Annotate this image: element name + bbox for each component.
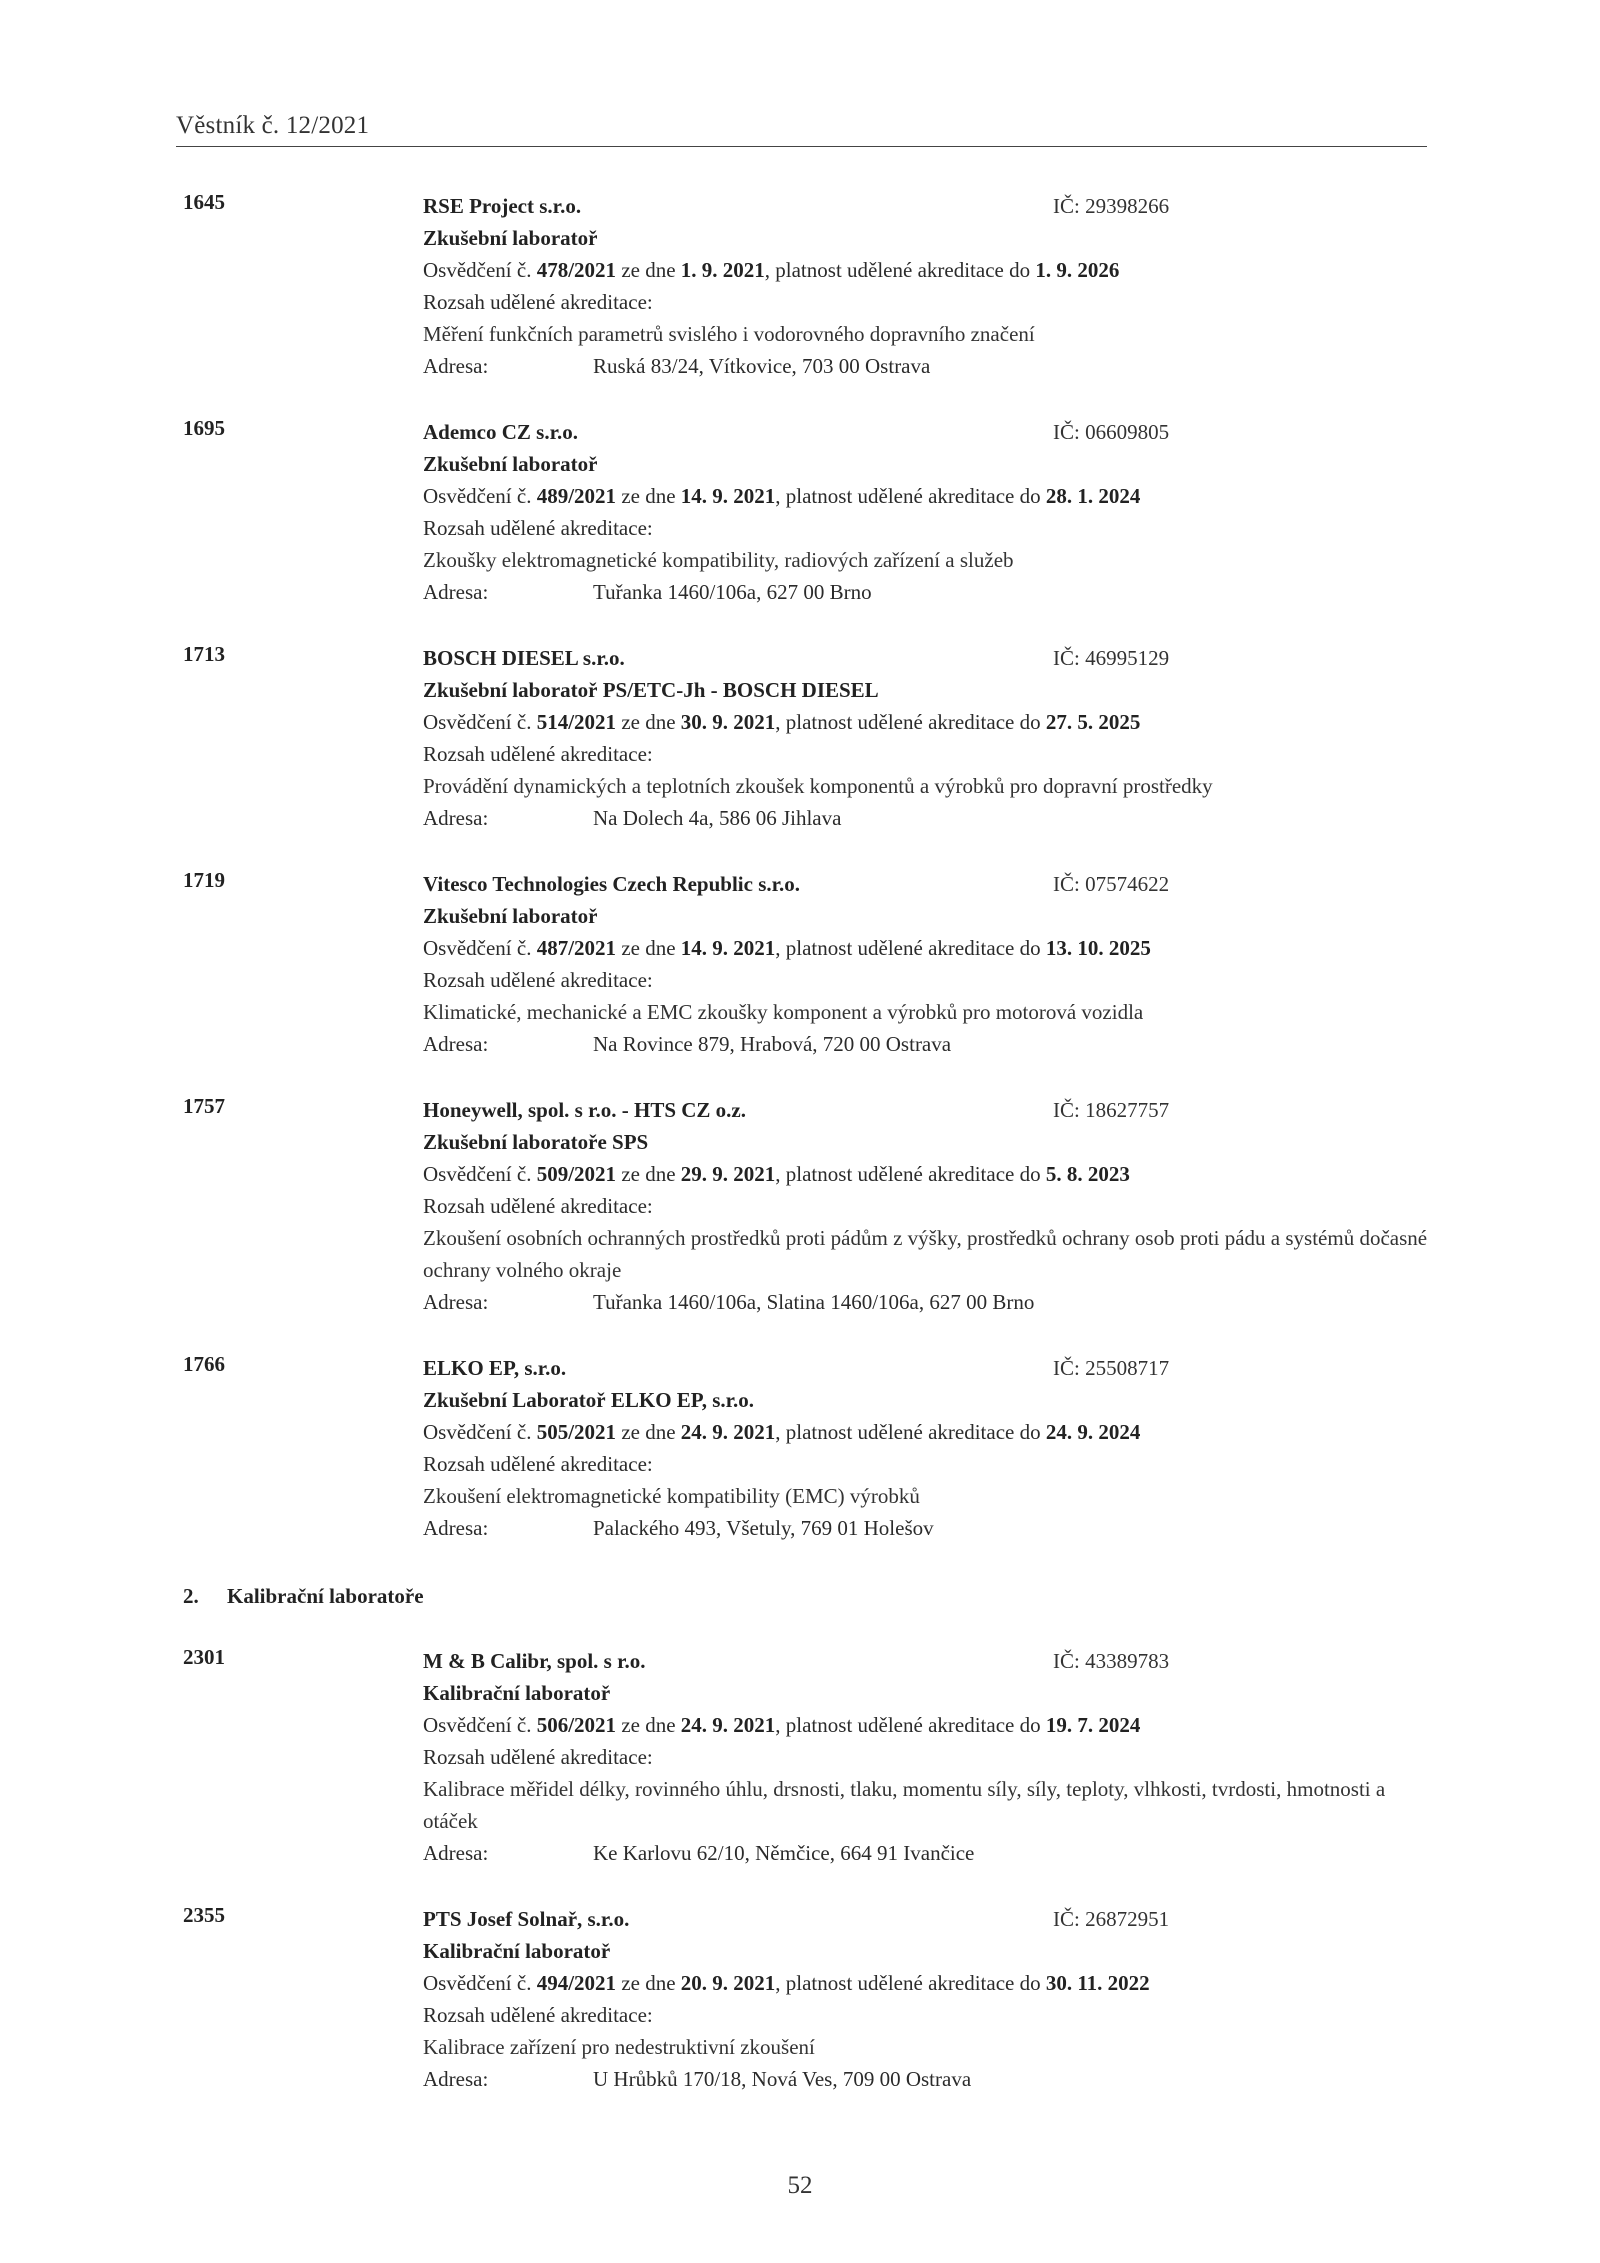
laboratory-name: Zkušební laboratoř [423,226,598,250]
company-id: IČ: 46995129 [1053,646,1170,670]
cert-valid-prefix: , platnost udělené akreditace do [775,1420,1046,1444]
company-id: IČ: 29398266 [1053,194,1170,218]
scope-label: Rozsah udělené akreditace: [423,1194,653,1218]
accreditation-entry [183,416,1433,608]
scope-text: Kalibrace měřidel délky, rovinného úhlu, drsnosti, tlaku, momentu síly, síly, teploty, vlhkosti, tvrdosti, hmotnosti a otáček [423,1777,1386,1833]
section-heading [183,1584,1433,1609]
organization-name: PTS Josef Solnař, s.r.o. [423,1907,630,1931]
entry-body [423,416,1433,608]
accreditation-valid-to: 5. 8. 2023 [1045,1162,1130,1186]
address-row [423,1286,1433,1318]
company-id: IČ: 06609805 [1053,420,1170,444]
testing-laboratories-list [183,190,1433,1544]
scope-text: Zkoušení osobních ochranných prostředků proti pádům z výšky, prostředků ochrany osob proti pádu a systémů dočasné ochrany volného okraje [423,1226,1428,1282]
laboratory-name: Zkušební Laboratoř ELKO EP, s.r.o. [423,1388,755,1412]
address-row [423,1028,1433,1060]
address-label: Adresa: [423,1032,489,1056]
certificate-date: 29. 9. 2021 [680,1162,776,1186]
cert-date-prefix: ze dne [616,936,681,960]
accreditation-valid-to: 27. 5. 2025 [1045,710,1141,734]
address-row [423,802,1433,834]
scope-text: Měření funkčních parametrů svislého i vodorovného dopravního značení [423,322,1035,346]
certificate-number: 489/2021 [536,484,617,508]
certificate-date: 20. 9. 2021 [680,1971,776,1995]
accreditation-entry [183,190,1433,382]
scope-text: Kalibrace zařízení pro nedestruktivní zkoušení [423,2035,815,2059]
entry-header-row [423,1094,1433,1126]
certificate-date: 14. 9. 2021 [680,484,776,508]
entry-body [423,1352,1433,1544]
cert-date-prefix: ze dne [616,710,681,734]
laboratory-name: Zkušební laboratoře SPS [423,1130,649,1154]
certificate-date: 1. 9. 2021 [680,258,765,282]
laboratory-name: Kalibrační laboratoř [423,1681,611,1705]
entry-header-row [423,416,1433,448]
entry-header-row [423,1352,1433,1384]
entry-number: 2355 [183,1903,225,1927]
cert-date-prefix: ze dne [616,484,681,508]
cert-date-prefix: ze dne [616,1713,681,1737]
entry-header-row [423,642,1433,674]
entry-body [423,1094,1433,1318]
cert-prefix: Osvědčení č. [423,936,537,960]
certificate-line [423,1709,1433,1741]
address-value: Na Dolech 4a, 586 06 Jihlava [593,806,842,830]
company-id: IČ: 07574622 [1053,872,1170,896]
address-label: Adresa: [423,806,489,830]
address-label: Adresa: [423,354,489,378]
scope-label: Rozsah udělené akreditace: [423,516,653,540]
scope-label: Rozsah udělené akreditace: [423,290,653,314]
scope-text: Zkoušení elektromagnetické kompatibility (EMC) výrobků [423,1484,920,1508]
scope-label: Rozsah udělené akreditace: [423,2003,653,2027]
accreditation-valid-to: 13. 10. 2025 [1045,936,1151,960]
page-number: 52 [787,2172,813,2199]
accreditation-valid-to: 19. 7. 2024 [1045,1713,1141,1737]
organization-name: Ademco CZ s.r.o. [423,420,578,444]
entry-number: 1766 [183,1352,225,1376]
address-row [423,1512,1433,1544]
laboratory-name: Zkušební laboratoř PS/ETC-Jh - BOSCH DIESEL [423,678,879,702]
organization-name: M & B Calibr, spol. s r.o. [423,1649,646,1673]
address-value: Ruská 83/24, Vítkovice, 703 00 Ostrava [593,354,931,378]
certificate-date: 24. 9. 2021 [680,1713,776,1737]
certificate-line [423,480,1433,512]
laboratory-name: Zkušební laboratoř [423,904,598,928]
address-value: U Hrůbků 170/18, Nová Ves, 709 00 Ostrava [593,2067,972,2091]
certificate-date: 30. 9. 2021 [680,710,776,734]
organization-name: Honeywell, spol. s r.o. - HTS CZ o.z. [423,1098,746,1122]
cert-prefix: Osvědčení č. [423,1420,537,1444]
accreditation-entry [183,1645,1433,1869]
entry-header-row [423,1903,1433,1935]
accreditation-valid-to: 28. 1. 2024 [1045,484,1141,508]
laboratory-name: Kalibrační laboratoř [423,1939,611,1963]
page-content [183,190,1433,2129]
certificate-date: 24. 9. 2021 [680,1420,776,1444]
cert-valid-prefix: , platnost udělené akreditace do [775,484,1046,508]
certificate-line [423,254,1433,286]
certificate-line [423,1158,1433,1190]
scope-label: Rozsah udělené akreditace: [423,1452,653,1476]
address-row [423,1837,1433,1869]
cert-valid-prefix: , platnost udělené akreditace do [775,710,1046,734]
entry-body [423,1903,1433,2095]
organization-name: RSE Project s.r.o. [423,194,582,218]
certificate-date: 14. 9. 2021 [680,936,776,960]
cert-date-prefix: ze dne [616,1162,681,1186]
cert-prefix: Osvědčení č. [423,1713,537,1737]
accreditation-entry [183,868,1433,1060]
accreditation-valid-to: 24. 9. 2024 [1045,1420,1141,1444]
entry-number: 2301 [183,1645,225,1669]
entry-number: 1719 [183,868,225,892]
section-title: Kalibrační laboratoře [227,1584,424,1608]
accreditation-valid-to: 1. 9. 2026 [1035,258,1120,282]
laboratory-name: Zkušební laboratoř [423,452,598,476]
certificate-line [423,1416,1433,1448]
company-id: IČ: 25508717 [1053,1356,1170,1380]
scope-label: Rozsah udělené akreditace: [423,1745,653,1769]
scope-label: Rozsah udělené akreditace: [423,742,653,766]
cert-valid-prefix: , platnost udělené akreditace do [775,1971,1046,1995]
certificate-number: 478/2021 [536,258,617,282]
address-value: Ke Karlovu 62/10, Němčice, 664 91 Ivančice [593,1841,975,1865]
scope-text: Zkoušky elektromagnetické kompatibility, radiových zařízení a služeb [423,548,1014,572]
certificate-line [423,932,1433,964]
cert-date-prefix: ze dne [616,1420,681,1444]
scope-label: Rozsah udělené akreditace: [423,968,653,992]
address-row [423,2063,1433,2095]
entry-header-row [423,190,1433,222]
certificate-number: 514/2021 [536,710,617,734]
entry-number: 1757 [183,1094,225,1118]
address-row [423,576,1433,608]
certificate-line [423,1967,1433,1999]
certificate-number: 494/2021 [536,1971,617,1995]
company-id: IČ: 18627757 [1053,1098,1170,1122]
cert-date-prefix: ze dne [616,258,681,282]
cert-valid-prefix: , platnost udělené akreditace do [775,1713,1046,1737]
cert-prefix: Osvědčení č. [423,1971,537,1995]
cert-prefix: Osvědčení č. [423,710,537,734]
calibration-laboratories-list [183,1645,1433,2095]
cert-prefix: Osvědčení č. [423,484,537,508]
organization-name: ELKO EP, s.r.o. [423,1356,567,1380]
scope-text: Klimatické, mechanické a EMC zkoušky komponent a výrobků pro motorová vozidla [423,1000,1144,1024]
company-id: IČ: 26872951 [1053,1907,1170,1931]
section-number: 2. [183,1584,199,1608]
entry-number: 1713 [183,642,225,666]
certificate-line [423,706,1433,738]
certificate-number: 487/2021 [536,936,617,960]
certificate-number: 509/2021 [536,1162,617,1186]
scope-text: Provádění dynamických a teplotních zkoušek komponentů a výrobků pro dopravní prostředky [423,774,1213,798]
organization-name: Vitesco Technologies Czech Republic s.r.o. [423,872,801,896]
organization-name: BOSCH DIESEL s.r.o. [423,646,625,670]
certificate-number: 505/2021 [536,1420,617,1444]
address-value: Tuřanka 1460/106a, Slatina 1460/106a, 627 00 Brno [593,1290,1035,1314]
accreditation-entry [183,1903,1433,2095]
cert-valid-prefix: , platnost udělené akreditace do [775,1162,1046,1186]
bulletin-title: Věstník č. 12/2021 [176,112,370,139]
page-header [176,112,1427,147]
cert-prefix: Osvědčení č. [423,1162,537,1186]
entry-body [423,868,1433,1060]
entry-body [423,190,1433,382]
cert-valid-prefix: , platnost udělené akreditace do [775,936,1046,960]
cert-date-prefix: ze dne [616,1971,681,1995]
cert-prefix: Osvědčení č. [423,258,537,282]
address-label: Adresa: [423,1290,489,1314]
cert-valid-prefix: , platnost udělené akreditace do [764,258,1036,282]
address-label: Adresa: [423,580,489,604]
address-value: Na Rovince 879, Hrabová, 720 00 Ostrava [593,1032,952,1056]
entry-body [423,1645,1433,1869]
company-id: IČ: 43389783 [1053,1649,1170,1673]
entry-body [423,642,1433,834]
address-label: Adresa: [423,1841,489,1865]
accreditation-entry [183,642,1433,834]
entry-number: 1645 [183,190,225,214]
address-value: Tuřanka 1460/106a, 627 00 Brno [593,580,872,604]
entry-header-row [423,1645,1433,1677]
accreditation-entry [183,1352,1433,1544]
certificate-number: 506/2021 [536,1713,617,1737]
entry-number: 1695 [183,416,225,440]
address-label: Adresa: [423,1516,489,1540]
accreditation-entry [183,1094,1433,1318]
entry-header-row [423,868,1433,900]
accreditation-valid-to: 30. 11. 2022 [1045,1971,1150,1995]
address-row [423,350,1433,382]
address-value: Palackého 493, Všetuly, 769 01 Holešov [593,1516,934,1540]
address-label: Adresa: [423,2067,489,2091]
